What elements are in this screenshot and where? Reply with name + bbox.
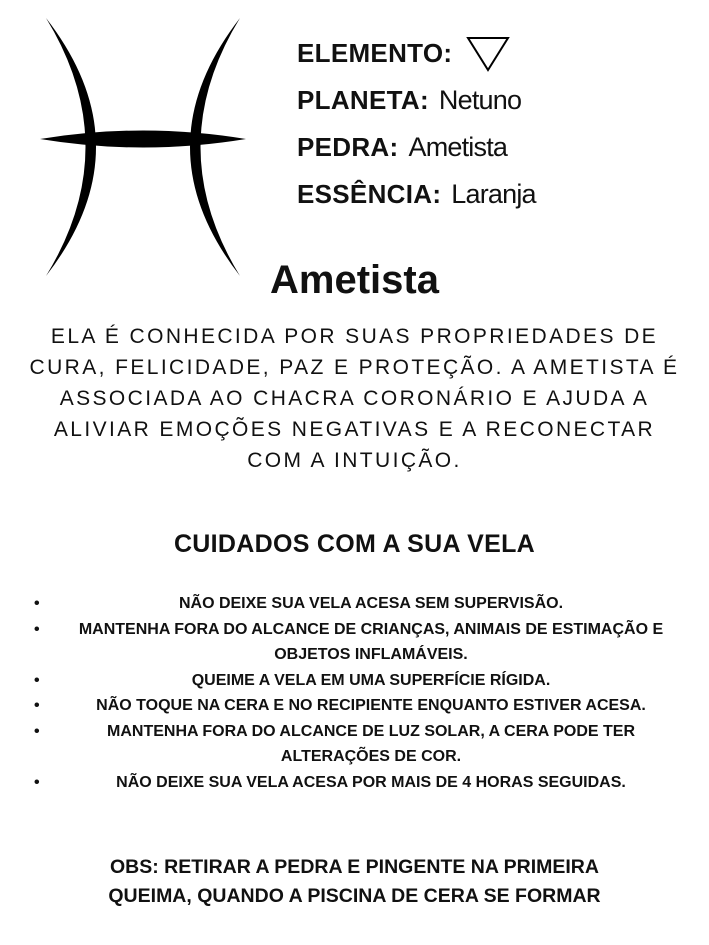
care-item [34, 591, 680, 617]
planet-row [297, 77, 536, 124]
bullet: • [34, 697, 40, 714]
care-item [34, 770, 680, 796]
obs-line: QUEIMA, QUANDO A PISCINA DE CERA SE FORMAR [108, 885, 601, 907]
care-item-text: MANTENHA FORA DO ALCANCE DE LUZ SOLAR, A CERA PODE TER ALTERAÇÕES DE COR. [107, 722, 635, 765]
element-label: ELEMENTO: [297, 38, 453, 68]
bullet: • [34, 722, 40, 740]
stone-value: Ametista [408, 132, 508, 162]
sign-properties [297, 30, 536, 218]
essence-label: ESSÊNCIA: [297, 179, 442, 209]
care-item-text: NÃO DEIXE SUA VELA ACESA SEM SUPERVISÃO. [178, 595, 564, 612]
care-item [34, 668, 680, 694]
care-item [34, 617, 680, 668]
care-item-text: NÃO TOQUE NA CERA E NO RECIPIENTE ENQUANTO ESTIVER ACESA. [96, 697, 646, 714]
care-item-text: QUEIME A VELA EM UMA SUPERFÍCIE RÍGIDA. [191, 671, 551, 689]
planet-label: PLANETA: [297, 85, 429, 115]
care-title: CUIDADOS COM A SUA VELA [173, 530, 536, 558]
bullet: • [34, 671, 40, 689]
stone-title: Ametista [270, 258, 439, 302]
care-item-text: NÃO DEIXE SUA VELA ACESA POR MAIS DE 4 HORAS SEGUIDAS. [116, 773, 626, 791]
stone-label: PEDRA: [297, 132, 399, 162]
bullet: • [34, 595, 40, 612]
obs-line: OBS: RETIRAR A PEDRA E PINGENTE NA PRIMEIRA [110, 856, 599, 878]
planet-value: Netuno [438, 85, 522, 115]
bullet: • [34, 620, 40, 638]
care-item [34, 693, 680, 719]
stone-row [297, 124, 536, 171]
bullet: • [34, 773, 40, 791]
care-list [34, 591, 680, 795]
element-row [297, 30, 536, 77]
obs-note [0, 853, 709, 911]
water-triangle-icon [466, 36, 510, 72]
essence-value: Laranja [451, 179, 536, 209]
essence-row [297, 171, 536, 218]
care-item-text: MANTENHA FORA DO ALCANCE DE CRIANÇAS, ANIMAIS DE ESTIMAÇÃO E OBJETOS INFLAMÁVEIS. [78, 620, 664, 663]
pisces-symbol-icon [38, 18, 248, 276]
care-item [34, 719, 680, 770]
stone-description: ELA É CONHECIDA POR SUAS PROPRIEDADES DE CURA, FELICIDADE, PAZ E PROTEÇÃO. A AMETISTA É ASSOCIADA AO CHACRA CORONÁRIO E AJUDA A ALIVIAR EMOÇÕES NEGATIVAS E A RECONECTAR COM A INTUIÇÃO. [29, 325, 680, 472]
